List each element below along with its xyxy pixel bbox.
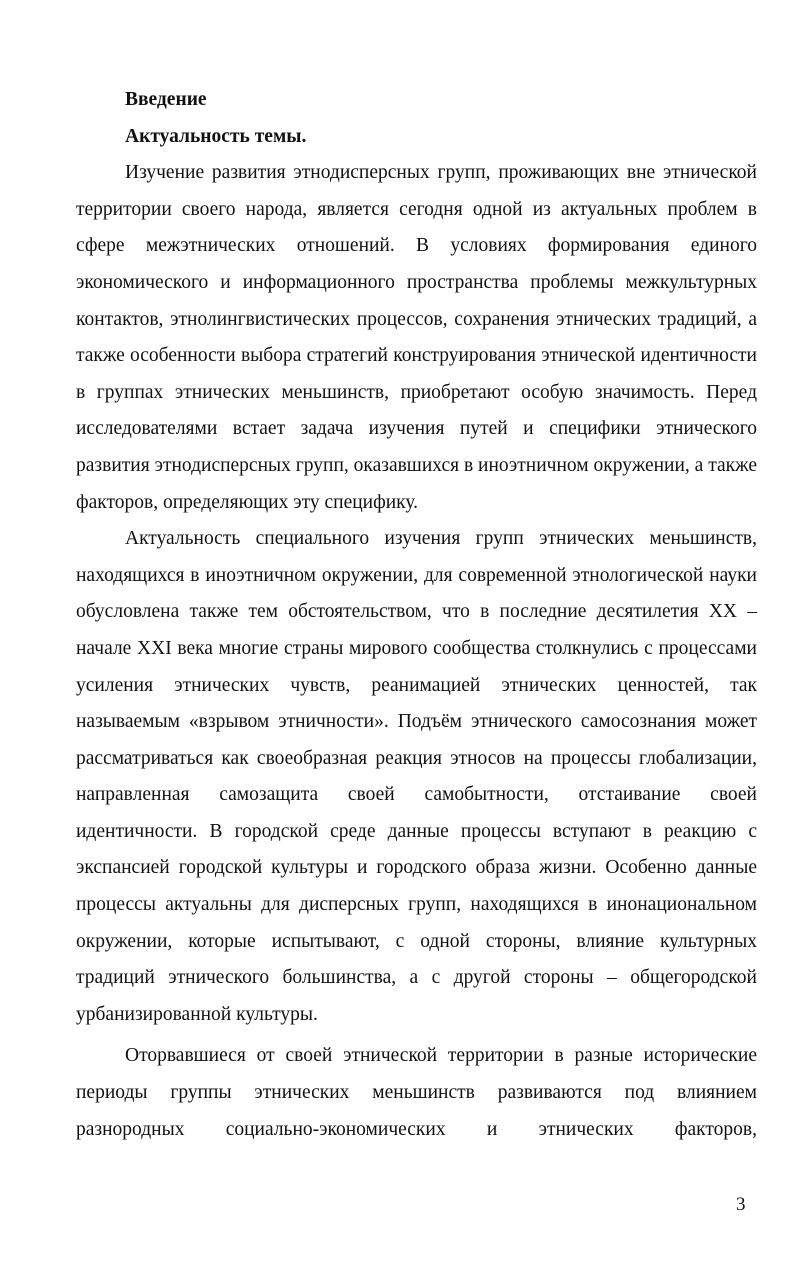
paragraph-3: Оторвавшиеся от своей этнической территории в разные исторические периоды группы этнических меньшинств развиваются под влиянием разнородных социально-экономических и этнических факторов, (76, 1045, 757, 1140)
paragraph-1: Изучение развития этнодисперсных групп, проживающих вне этнической территории своего народа, является сегодня одной из актуальных проблем в сфере межэтнических отношений. В условиях формирования единого экономического и информационного пространства проблемы межкультурных контактов, этнолингвистических процессов, сохранения этнических традиций, а также особенности выбора стратегий конструирования этнической идентичности в группах этнических меньшинств, приобретают особую значимость. Перед исследователями встает задача изучения путей и специфики этнического развития этнодисперсных групп, оказавшихся в иноэтничном окружении, а также факторов, определяющих эту специфику. (76, 162, 757, 513)
subsection-title: Актуальность темы. (125, 125, 307, 147)
page-number: 3 (736, 1194, 746, 1215)
section-title: Введение (125, 89, 207, 110)
paragraph-2: Актуальность специального изучения групп этнических меньшинств, находящихся в иноэтничном окружении, для современной этнологической науки обусловлена также тем обстоятельством, что в последние десятилетия XX – начале XXI века многие страны мирового сообщества столкнулись с процессами усиления этнических чувств, реанимацией этнических ценностей, так называемым «взрывом этничности». Подъём этнического самосознания может рассматриваться как своеобразная реакция этносов на процессы глобализации, направленная самозащита своей самобытности, отстаивание своей идентичности. В городской среде данные процессы вступают в реакцию с экспансией городской культуры и городского образа жизни. Особенно данные процессы актуальны для дисперсных групп, находящихся в инонациональном окружении, которые испытывают, с одной стороны, влияние культурных традиций этнического большинства, а с другой стороны – общегородской урбанизированной культуры. (76, 528, 757, 1025)
document-body (76, 82, 757, 1148)
